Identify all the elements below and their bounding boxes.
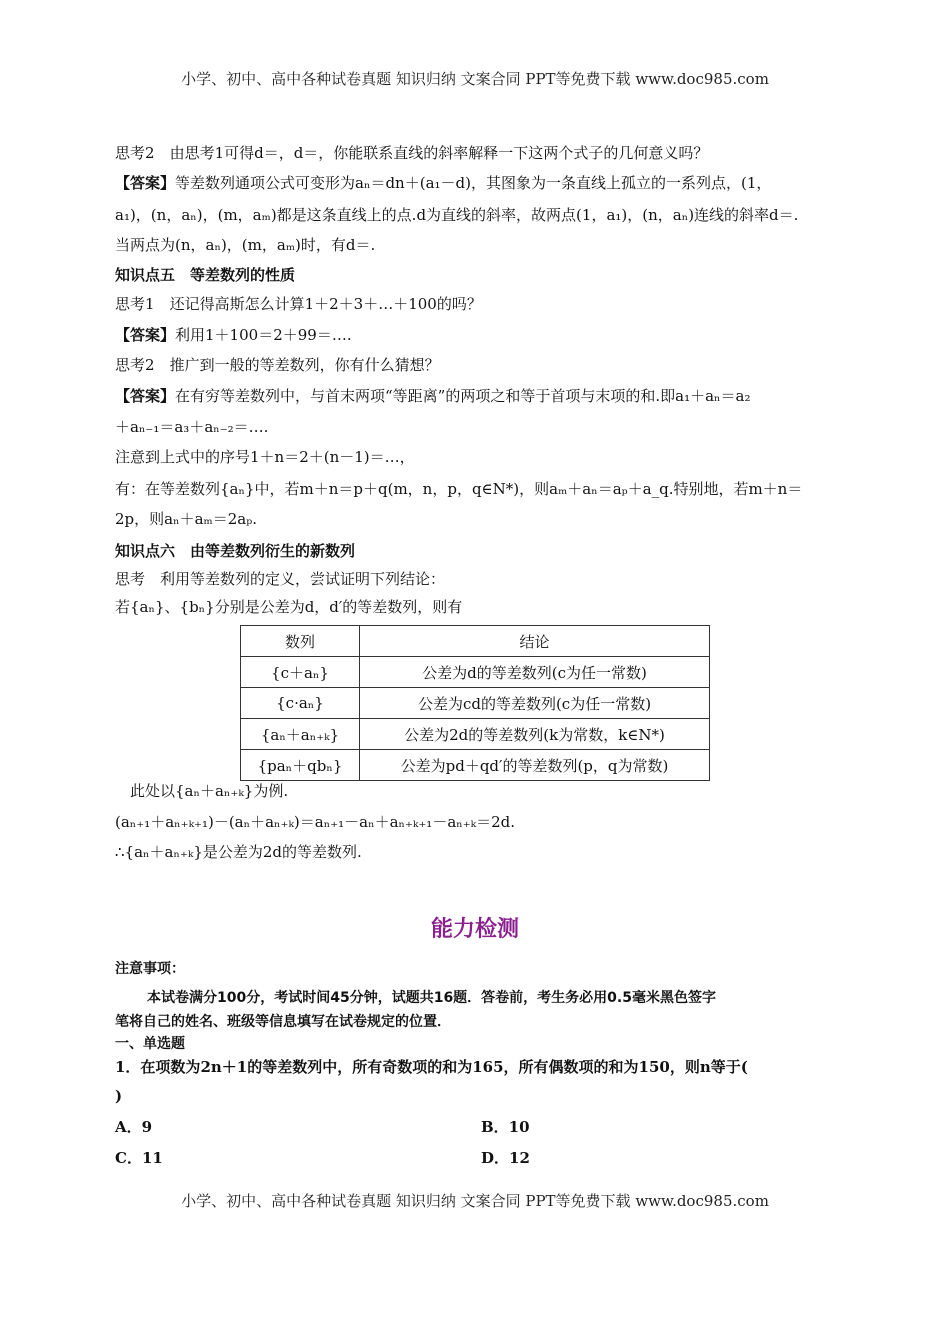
option-b: B．10 [481, 1118, 530, 1136]
kp5-think1-label: 思考1 [115, 295, 155, 313]
option-c: C．11 [115, 1149, 163, 1167]
kp5-think1-text: 还记得高斯怎么计算1＋2＋3＋…＋100的吗？ [169, 295, 482, 313]
kp5-think2-line [115, 354, 440, 376]
page-header: 小学、初中、高中各种试卷真题 知识归纳 文案合同 PPT等免费下载 www.doc985.com [181, 70, 769, 88]
sequence-table [240, 625, 710, 781]
answer1-line1 [115, 172, 771, 194]
table-header-cell: 结论 [360, 626, 710, 657]
table-cell: {aₙ＋aₙ₊ₖ} [241, 719, 360, 750]
kp5-think2-label: 思考2 [115, 356, 155, 374]
kp5-answer2-line1 [115, 385, 750, 407]
question1-line2: ) [115, 1087, 123, 1105]
think2-label: 思考2 [115, 144, 155, 162]
section-title: 能力检测 [430, 917, 519, 942]
table-cell: {c＋aₙ} [241, 657, 360, 688]
kp5-answer1-text: 利用1＋100＝2＋99＝…. [175, 326, 352, 344]
answer-tag: 【答案】 [115, 326, 176, 344]
kp6-think-label: 思考 [115, 570, 146, 588]
kp5-answer2-text1: 在有穷等差数列中，与首末两项“等距离”的两项之和等于首项与末项的和.即a₁＋aₙ＝a₂ [175, 387, 751, 405]
answer1-text1: 等差数列通项公式可变形为aₙ＝dn＋(a₁－d)，其图象为一条直线上孤立的一系列点，(1， [175, 174, 772, 192]
table-row [241, 750, 710, 781]
part1-title: 一、单选题 [115, 1036, 185, 1052]
answer1-line3: 当两点为(n，aₙ)，(m，aₘ)时，有d＝. [115, 236, 376, 254]
question1-line1: 1．在项数为2n＋1的等差数列中，所有奇数项的和为165，所有偶数项的和为150，则n等于( [115, 1058, 748, 1076]
table-cell: 公差为pd＋qd′的等差数列(p，q为常数) [360, 750, 710, 781]
example-line2: (aₙ₊₁＋aₙ₊ₖ₊₁)－(aₙ＋aₙ₊ₖ)＝aₙ₊₁－aₙ＋aₙ₊ₖ₊₁－aₙ₊ₖ＝2d. [115, 813, 516, 831]
answer1-line2: a₁)，(n，aₙ)，(m，aₘ)都是这条直线上的点.d为直线的斜率，故两点(1，a₁)，(n，aₙ)连线的斜率d＝. [115, 206, 799, 224]
answer-tag: 【答案】 [115, 174, 176, 192]
notice-line1: 本试卷满分100分，考试时间45分钟，试题共16题．答卷前，考生务必用0.5毫米黑色签字 [147, 990, 716, 1006]
think2-text: 由思考1可得d＝，d＝，你能联系直线的斜率解释一下这两个式子的几何意义吗？ [169, 144, 709, 162]
kp5-answer1-line [115, 324, 352, 346]
kp6-think-line [115, 568, 445, 590]
option-d: D．12 [481, 1149, 530, 1167]
kp6-title: 知识点六 由等差数列衍生的新数列 [115, 542, 356, 560]
table-row [241, 688, 710, 719]
note-line1: 注意到上式中的序号1＋n＝2＋(n－1)＝…， [115, 448, 415, 466]
example-line3: ∴{aₙ＋aₙ₊ₖ}是公差为2d的等差数列. [115, 843, 362, 861]
kp6-intro: 若{aₙ}、{bₙ}分别是公差为d，d′的等差数列，则有 [115, 598, 463, 616]
kp5-title: 知识点五 等差数列的性质 [115, 266, 296, 284]
table-cell: {c·aₙ} [241, 688, 360, 719]
table-row [241, 657, 710, 688]
table-cell: {paₙ＋qbₙ} [241, 750, 360, 781]
kp5-think1-line [115, 293, 482, 315]
option-a: A．9 [115, 1118, 153, 1136]
think2-line [115, 142, 708, 164]
table-header-row [241, 626, 710, 657]
notice-line2: 笔将自己的姓名、班级等信息填写在试卷规定的位置． [115, 1014, 451, 1030]
page-footer: 小学、初中、高中各种试卷真题 知识归纳 文案合同 PPT等免费下载 www.doc985.com [181, 1192, 769, 1210]
table-cell: 公差为d的等差数列(c为任一常数) [360, 657, 710, 688]
table-cell: 公差为cd的等差数列(c为任一常数) [360, 688, 710, 719]
table-header-cell: 数列 [241, 626, 360, 657]
example-line1: 此处以{aₙ＋aₙ₊ₖ}为例. [130, 782, 289, 800]
notice-title: 注意事项： [115, 961, 185, 977]
note-line3: 2p，则aₙ＋aₘ＝2aₚ. [115, 510, 257, 528]
kp5-think2-text: 推广到一般的等差数列，你有什么猜想？ [169, 356, 440, 374]
note-line2: 有：在等差数列{aₙ}中，若m＋n＝p＋q(m，n，p，q∈N*)，则aₘ＋aₙ＝aₚ＋a_q.特别地，若m＋n＝ [115, 480, 803, 498]
kp6-think-text: 利用等差数列的定义，尝试证明下列结论： [160, 570, 446, 588]
kp5-answer2-line2: ＋aₙ₋₁＝a₃＋aₙ₋₂＝…. [115, 418, 269, 436]
table-cell: 公差为2d的等差数列(k为常数，k∈N*) [360, 719, 710, 750]
table-row [241, 719, 710, 750]
answer-tag: 【答案】 [115, 387, 176, 405]
